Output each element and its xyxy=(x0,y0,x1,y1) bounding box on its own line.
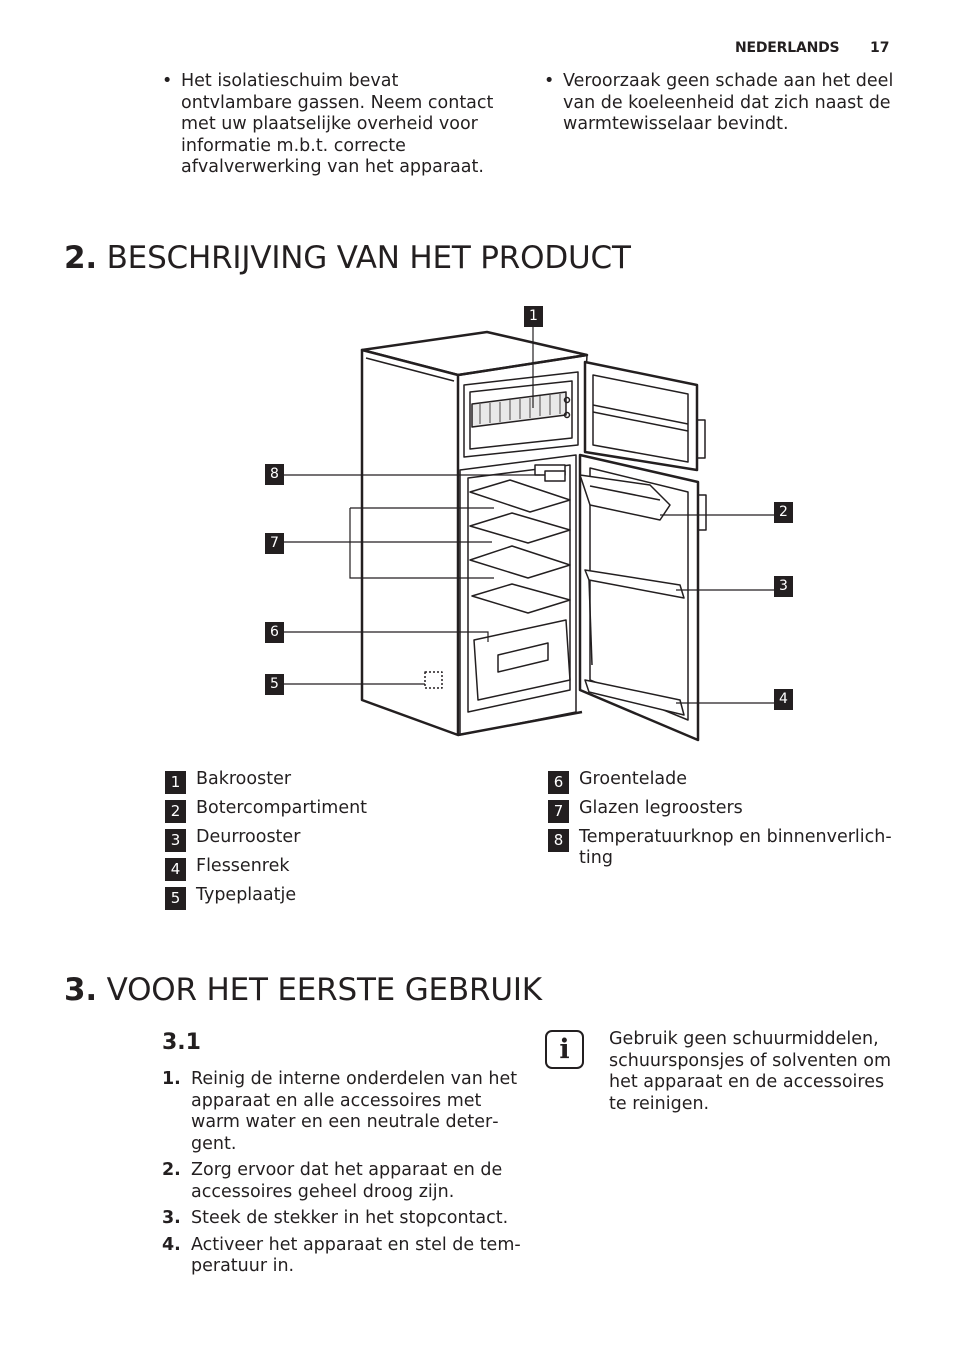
legend-item xyxy=(165,856,525,881)
legend-label: Bakrooster xyxy=(196,769,292,789)
callout-4: 4 xyxy=(774,689,793,710)
legend-label: Temperatuurknop en binnenverlichting xyxy=(579,827,892,868)
section-3-number: 3. xyxy=(64,972,97,1008)
legend-number: 5 xyxy=(165,887,186,910)
freezer-door xyxy=(585,362,705,470)
step-item xyxy=(162,1160,522,1203)
header-language: NEDERLANDS xyxy=(735,40,840,56)
legend-item xyxy=(165,885,525,910)
step-text: Zorg ervoor dat het apparaat en de accessoires geheel droog zijn. xyxy=(191,1160,503,1202)
fridge-door xyxy=(580,455,706,740)
callout-5: 5 xyxy=(265,674,284,695)
step-text: Reinig de interne onderdelen van het apparaat en alle accessoires met warm water en een neutrale detergent. xyxy=(191,1069,518,1154)
intro-left-bullet: • Het isolatieschuim bevat ontvlambare gassen. Neem contact met uw plaatselijke overheid voor informatie m.b.t. correcte afvalverwerking van het apparaat. xyxy=(162,71,512,179)
fridge-diagram xyxy=(250,300,810,750)
info-icon: i xyxy=(545,1030,584,1069)
callout-6: 6 xyxy=(265,622,284,643)
legend-label: Flessenrek xyxy=(196,856,290,876)
step-number: 3. xyxy=(162,1208,181,1228)
step-number: 2. xyxy=(162,1160,181,1180)
legend-label: Groentelade xyxy=(579,769,688,789)
freezer-compartment xyxy=(464,372,578,457)
legend-label: Typeplaatje xyxy=(196,885,297,905)
leader-lines xyxy=(284,326,774,703)
callout-7: 7 xyxy=(265,533,284,554)
step-number: 4. xyxy=(162,1234,181,1255)
legend-item xyxy=(165,827,525,852)
legend-number: 8 xyxy=(548,829,569,852)
legend-number: 7 xyxy=(548,800,569,823)
callout-2: 2 xyxy=(774,502,793,523)
intro-right-list xyxy=(544,71,894,136)
fridge-cabinet xyxy=(362,332,587,735)
callout-8: 8 xyxy=(265,464,284,485)
step-item xyxy=(162,1235,522,1278)
legend-number: 1 xyxy=(165,771,186,794)
section-2-title: BESCHRIJVING VAN HET PRODUCT xyxy=(106,240,631,276)
legend-item xyxy=(548,798,908,823)
page-number: 17 xyxy=(870,40,890,56)
legend-number: 4 xyxy=(165,858,186,881)
section-2-heading xyxy=(64,240,631,276)
legend-number: 2 xyxy=(165,800,186,823)
legend-item xyxy=(165,798,525,823)
legend-number: 6 xyxy=(548,771,569,794)
section-2-number: 2. xyxy=(64,240,97,276)
legend-label: Botercompartiment xyxy=(196,798,368,818)
legend-number: 3 xyxy=(165,829,186,852)
section-3-heading xyxy=(64,972,542,1008)
section-3-title: VOOR HET EERSTE GEBRUIK xyxy=(106,972,542,1008)
callout-3: 3 xyxy=(774,576,793,597)
callout-1: 1 xyxy=(524,306,543,327)
legend-item xyxy=(165,769,525,794)
legend-label: Glazen legroosters xyxy=(579,798,743,818)
step-number: 1. xyxy=(162,1069,181,1089)
intro-right-bullet: • Veroorzaak geen schade aan het deel van de koeleenheid dat zich naast de warmtewisselaar bevindt. xyxy=(544,71,894,136)
intro-left-list xyxy=(162,71,512,179)
info-note: Gebruik geen schuurmiddelen, schuursponsjes of solventen om het apparaat en de accessoires te reinigen. xyxy=(609,1029,892,1114)
step-text: Steek de stekker in het stopcontact. xyxy=(191,1208,509,1228)
step-item xyxy=(162,1069,522,1155)
step-text: Activeer het apparaat en stel de temperatuur in. xyxy=(191,1234,521,1276)
subsection-heading: 3.1 xyxy=(162,1030,201,1055)
steps-list xyxy=(162,1069,522,1283)
legend-item xyxy=(548,827,908,869)
step-item xyxy=(162,1208,522,1230)
legend-label: Deurrooster xyxy=(196,827,301,847)
legend-item xyxy=(548,769,908,794)
